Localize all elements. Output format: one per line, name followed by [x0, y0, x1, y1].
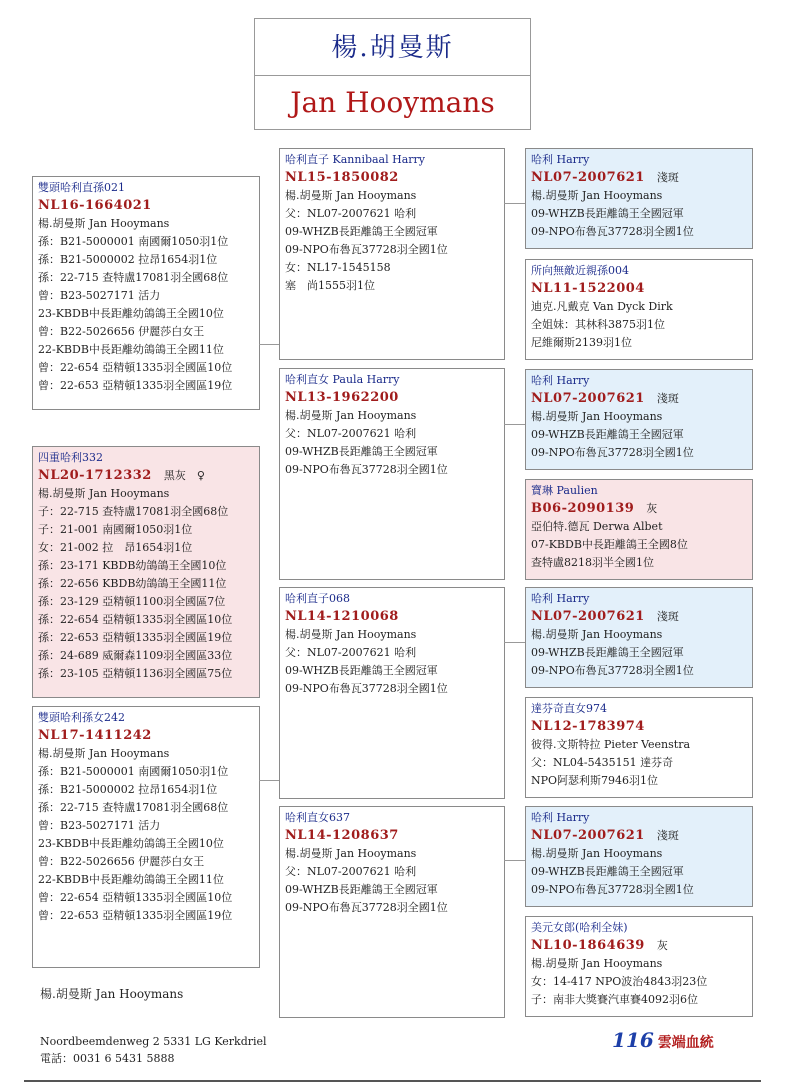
- ring-number: NL14-1210068: [285, 609, 399, 624]
- pigeon-card-ss: [279, 148, 505, 360]
- pedigree-line: 09-WHZB長距離鴿王全國冠軍: [531, 428, 684, 441]
- pedigree-line: 楊.胡曼斯 Jan Hooymans: [531, 847, 663, 860]
- ring-number-row: [285, 388, 504, 407]
- pigeon-name: 哈利直子 Kannibaal Harry: [285, 153, 426, 166]
- color-sex-label: 灰: [656, 939, 668, 952]
- pedigree-line: 孫：B21-5000002 拉昂1654羽1位: [38, 783, 218, 796]
- pedigree-line: 尼維爾斯2139羽1位: [531, 336, 632, 349]
- pedigree-line: 女：NL17-1545158: [285, 261, 391, 274]
- ring-number: NL10-1864639: [531, 938, 645, 953]
- pedigree-line: 孫：B21-5000002 拉昂1654羽1位: [38, 253, 218, 266]
- connector-line: [504, 203, 525, 204]
- ring-number-row: [38, 196, 259, 215]
- pigeon-name: 達芬奇直女974: [531, 702, 607, 715]
- pedigree-line: 父：NL04-5435151 達芬奇: [531, 756, 674, 769]
- pedigree-line: 父：NL07-2007621 哈利: [285, 646, 417, 659]
- ring-number-row: [531, 389, 752, 408]
- pedigree-line: 塞 尚1555羽1位: [285, 279, 375, 292]
- ring-number: NL11-1522004: [531, 281, 645, 296]
- pedigree-line: 09-WHZB長距離鴿王全國冠軍: [531, 865, 684, 878]
- pedigree-line: 09-NPO布魯瓦37728羽全國1位: [531, 883, 694, 896]
- ring-number: NL20-1712332: [38, 468, 152, 483]
- pedigree-line: 09-WHZB長距離鴿王全國冠軍: [531, 207, 684, 220]
- pedigree-line: 曾：B23-5027171 活力: [38, 289, 161, 302]
- pedigree-line: 彼得.文斯特拉 Pieter Veenstra: [531, 738, 691, 751]
- pedigree-line: 孫：23-171 KBDB幼鴿鴿王全國10位: [38, 559, 227, 572]
- pedigree-line: 09-NPO布魯瓦37728羽全國1位: [531, 225, 694, 238]
- pigeon-name: 美元女郎(哈利全妹): [531, 921, 628, 934]
- pedigree-line: 子：南非大獎賽汽車賽4092羽6位: [531, 993, 698, 1006]
- pigeon-card-g3: [525, 369, 753, 470]
- pedigree-line: 曾：B22-5026656 伊麗莎白女王: [38, 325, 205, 338]
- brand-text: 雲端血統: [657, 1035, 714, 1051]
- pigeon-card-g1: [525, 148, 753, 249]
- pedigree-line: 22-KBDB中長距離幼鴿鴿王全國11位: [38, 343, 224, 356]
- pedigree-line: 子：22-715 查特盧17081羽全國68位: [38, 505, 229, 518]
- connector-line: [259, 344, 279, 345]
- pedigree-line: 楊.胡曼斯 Jan Hooymans: [38, 487, 170, 500]
- ring-number-row: [531, 826, 752, 845]
- pedigree-line: 女：14-417 NPO波治4843羽23位: [531, 975, 708, 988]
- pigeon-card-g7: [525, 806, 753, 907]
- ring-number-row: [285, 826, 504, 845]
- ring-number-row: [531, 607, 752, 626]
- pedigree-line: 楊.胡曼斯 Jan Hooymans: [531, 410, 663, 423]
- pedigree-line: 孫：22-654 亞精頓1335羽全國區10位: [38, 613, 233, 626]
- pigeon-name: 哈利直女 Paula Harry: [285, 373, 400, 386]
- pedigree-line: 09-NPO布魯瓦37728羽全國1位: [285, 463, 448, 476]
- pedigree-line: 楊.胡曼斯 Jan Hooymans: [285, 628, 417, 641]
- ring-number-row: [285, 607, 504, 626]
- ring-number-row: [531, 936, 752, 955]
- pigeon-card-g2: [525, 259, 753, 360]
- owner-name: 楊.胡曼斯 Jan Hooymans: [40, 987, 184, 1001]
- pedigree-line: 全姐妹：其林科3875羽1位: [531, 318, 665, 331]
- pigeon-card-dam-alt: [32, 706, 260, 968]
- ring-number-row: [531, 279, 752, 298]
- pedigree-line: 楊.胡曼斯 Jan Hooymans: [285, 409, 417, 422]
- pedigree-line: 孫：22-653 亞精頓1335羽全國區19位: [38, 631, 233, 644]
- phone: 電話：0031 6 5431 5888: [40, 1052, 175, 1065]
- pedigree-line: 23-KBDB中長距離幼鴿鴿王全國10位: [38, 307, 224, 320]
- ring-number: NL12-1783974: [531, 719, 645, 734]
- color-sex-label: 淺斑: [656, 610, 679, 623]
- pedigree-line: 孫：24-689 威爾森1109羽全國區33位: [38, 649, 233, 662]
- pigeon-card-dam: [32, 446, 260, 698]
- page-title-english: Jan Hooymans: [290, 86, 495, 119]
- page-title-chinese: 楊.胡曼斯: [255, 19, 530, 76]
- connector-line: [259, 780, 279, 781]
- ring-number: NL17-1411242: [38, 728, 152, 743]
- brand-number: 116: [612, 1028, 654, 1052]
- pigeon-name: 所向無敵近親孫004: [531, 264, 629, 277]
- pedigree-line: 孫：B21-5000001 南國爾1050羽1位: [38, 765, 229, 778]
- pedigree-line: 楊.胡曼斯 Jan Hooymans: [285, 847, 417, 860]
- ring-number: NL14-1208637: [285, 828, 399, 843]
- pedigree-line: 曾：B23-5027171 活力: [38, 819, 161, 832]
- pedigree-line: 迪克.凡戴克 Van Dyck Dirk: [531, 300, 673, 313]
- pedigree-line: 09-NPO布魯瓦37728羽全國1位: [531, 664, 694, 677]
- pigeon-name: 寶琳 Paulien: [531, 484, 598, 497]
- color-sex-label: 黑灰 ♀: [163, 469, 205, 482]
- color-sex-label: 淺斑: [656, 171, 679, 184]
- pedigree-line: 09-WHZB長距離鴿王全國冠軍: [531, 646, 684, 659]
- pigeon-name: 四重哈利332: [38, 451, 103, 464]
- pedigree-line: 楊.胡曼斯 Jan Hooymans: [531, 628, 663, 641]
- pigeon-card-g4: [525, 479, 753, 580]
- pigeon-name: 雙頭哈利直孫021: [38, 181, 125, 194]
- pedigree-line: 女：21-002 拉 昂1654羽1位: [38, 541, 193, 554]
- pedigree-line: 09-WHZB長距離鴿王全國冠軍: [285, 664, 438, 677]
- pedigree-line: 22-KBDB中長距離幼鴿鴿王全國11位: [38, 873, 224, 886]
- pigeon-name: 雙頭哈利孫女242: [38, 711, 125, 724]
- ring-number-row: [38, 726, 259, 745]
- pedigree-line: 父：NL07-2007621 哈利: [285, 207, 417, 220]
- pedigree-line: 07-KBDB中長距離鴿王全國8位: [531, 538, 688, 551]
- pedigree-line: 曾：22-654 亞精頓1335羽全國區10位: [38, 891, 233, 904]
- pedigree-line: 查特盧8218羽半全國1位: [531, 556, 654, 569]
- pigeon-name: 哈利 Harry: [531, 592, 590, 605]
- connector-line: [504, 860, 525, 861]
- ring-number: NL13-1962200: [285, 390, 399, 405]
- pedigree-line: 楊.胡曼斯 Jan Hooymans: [285, 189, 417, 202]
- ring-number: NL07-2007621: [531, 391, 645, 406]
- bottom-divider: [24, 1080, 761, 1082]
- pedigree-line: 23-KBDB中長距離幼鴿鴿王全國10位: [38, 837, 224, 850]
- pedigree-line: 09-WHZB長距離鴿王全國冠軍: [285, 225, 438, 238]
- connector-line: [504, 424, 525, 425]
- pedigree-line: 楊.胡曼斯 Jan Hooymans: [38, 217, 170, 230]
- pigeon-name: 哈利直女637: [285, 811, 350, 824]
- pedigree-line: 曾：22-653 亞精頓1335羽全國區19位: [38, 909, 233, 922]
- ring-number: B06-2090139: [531, 501, 635, 516]
- pedigree-line: 曾：22-654 亞精頓1335羽全國區10位: [38, 361, 233, 374]
- pigeon-name: 哈利 Harry: [531, 374, 590, 387]
- ring-number: NL07-2007621: [531, 609, 645, 624]
- pedigree-line: 09-NPO布魯瓦37728羽全國1位: [285, 243, 448, 256]
- pedigree-line: 亞伯特.德瓦 Derwa Albet: [531, 520, 663, 533]
- pigeon-name: 哈利 Harry: [531, 153, 590, 166]
- pedigree-line: 曾：22-653 亞精頓1335羽全國區19位: [38, 379, 233, 392]
- ring-number-row: [38, 466, 259, 485]
- color-sex-label: 灰: [646, 502, 658, 515]
- pigeon-card-g5: [525, 587, 753, 688]
- pedigree-line: NPO阿瑟利斯7946羽1位: [531, 774, 659, 787]
- pedigree-line: 09-NPO布魯瓦37728羽全國1位: [285, 682, 448, 695]
- ring-number-row: [531, 499, 752, 518]
- contact-block: [40, 1033, 267, 1067]
- pedigree-line: 父：NL07-2007621 哈利: [285, 865, 417, 878]
- pigeon-card-g8: [525, 916, 753, 1017]
- address: Noordbeemdenweg 2 5331 LG Kerkdriel: [40, 1035, 267, 1048]
- pedigree-line: 楊.胡曼斯 Jan Hooymans: [38, 747, 170, 760]
- pigeon-name: 哈利直子068: [285, 592, 350, 605]
- pedigree-line: 孫：22-715 查特盧17081羽全國68位: [38, 801, 229, 814]
- pedigree-line: 09-NPO布魯瓦37728羽全國1位: [531, 446, 694, 459]
- pedigree-line: 09-WHZB長距離鴿王全國冠軍: [285, 883, 438, 896]
- pedigree-line: 孫：B21-5000001 南國爾1050羽1位: [38, 235, 229, 248]
- color-sex-label: 淺斑: [656, 829, 679, 842]
- pedigree-line: 09-NPO布魯瓦37728羽全國1位: [285, 901, 448, 914]
- connector-line: [504, 642, 525, 643]
- pedigree-line: 孫：23-105 亞精頓1136羽全國區75位: [38, 667, 233, 680]
- pedigree-line: 父：NL07-2007621 哈利: [285, 427, 417, 440]
- ring-number-row: [531, 717, 752, 736]
- pedigree-line: 子：21-001 南國爾1050羽1位: [38, 523, 193, 536]
- ring-number: NL07-2007621: [531, 828, 645, 843]
- brand-logo: [612, 1028, 714, 1052]
- pedigree-line: 孫：22-715 查特盧17081羽全國68位: [38, 271, 229, 284]
- pedigree-line: 曾：B22-5026656 伊麗莎白女王: [38, 855, 205, 868]
- pedigree-line: 孫：22-656 KBDB幼鴿鴿王全國11位: [38, 577, 227, 590]
- pigeon-card-sire: [32, 176, 260, 410]
- pedigree-line: 楊.胡曼斯 Jan Hooymans: [531, 189, 663, 202]
- ring-number-row: [285, 168, 504, 187]
- pigeon-name: 哈利 Harry: [531, 811, 590, 824]
- pigeon-card-sd: [279, 368, 505, 580]
- ring-number-row: [531, 168, 752, 187]
- ring-number: NL16-1664021: [38, 198, 152, 213]
- pigeon-card-g6: [525, 697, 753, 798]
- ring-number: NL07-2007621: [531, 170, 645, 185]
- ring-number: NL15-1850082: [285, 170, 399, 185]
- color-sex-label: 淺斑: [656, 392, 679, 405]
- pedigree-line: 09-WHZB長距離鴿王全國冠軍: [285, 445, 438, 458]
- pigeon-card-dd: [279, 806, 505, 1018]
- title-box: [254, 18, 531, 130]
- pedigree-line: 楊.胡曼斯 Jan Hooymans: [531, 957, 663, 970]
- pedigree-line: 孫：23-129 亞精頓1100羽全國區7位: [38, 595, 226, 608]
- pigeon-card-ds: [279, 587, 505, 799]
